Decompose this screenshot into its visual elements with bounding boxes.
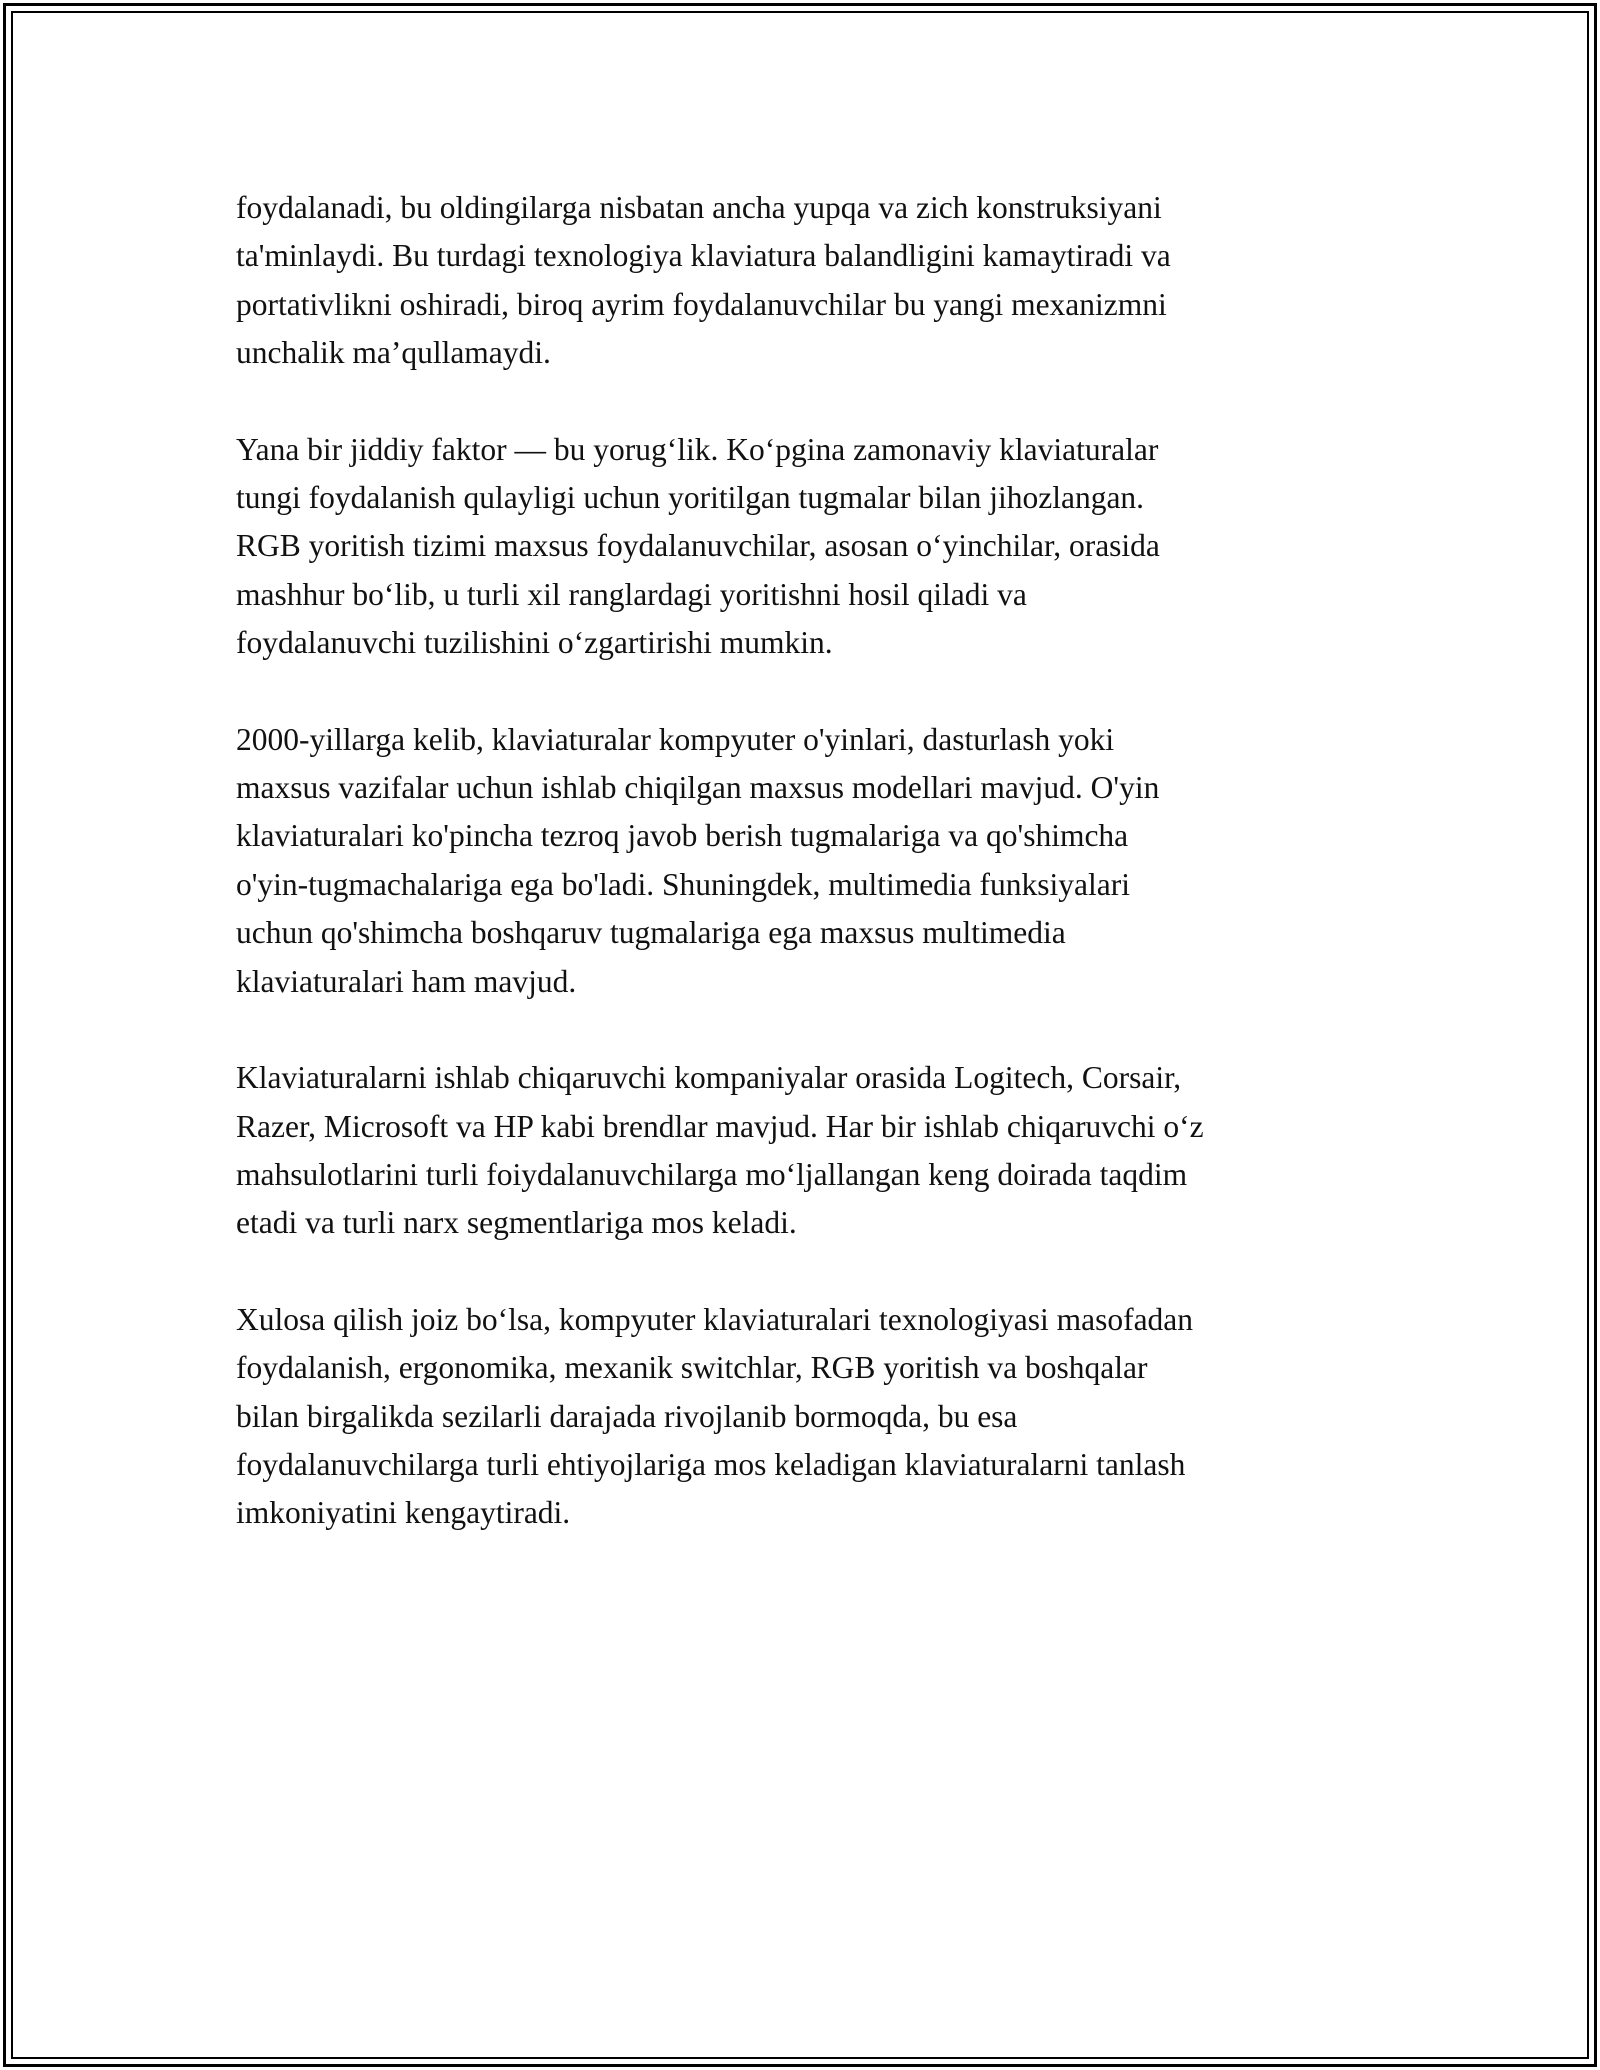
paragraph-specialized-keyboards xyxy=(236,716,1436,1006)
text-line: o'yin-tugmachalariga ega bo'ladi. Shuningdek, multimedia funksiyalari xyxy=(236,866,1130,902)
document-body xyxy=(236,184,1436,1586)
text-line: mahsulotlarini turli foiydalanuvchilarga mo‘ljallangan keng doirada taqdim xyxy=(236,1156,1188,1192)
text-line: Yana bir jiddiy faktor — bu yorug‘lik. Ko‘pgina zamonaviy klaviaturalar xyxy=(236,431,1159,467)
text-line: bilan birgalikda sezilarli darajada rivojlanib bormoqda, bu esa xyxy=(236,1398,1018,1434)
text-line: 2000-yillarga kelib, klaviaturalar kompyuter o'yinlari, dasturlash yoki xyxy=(236,721,1115,757)
text-line: mashhur bo‘lib, u turli xil ranglardagi yoritishni hosil qiladi va xyxy=(236,576,1027,612)
text-line: Razer, Microsoft va HP kabi brendlar mavjud. Har bir ishlab chiqaruvchi o‘z xyxy=(236,1108,1204,1144)
text-line: tungi foydalanish qulayligi uchun yoritilgan tugmalar bilan jihozlangan. xyxy=(236,480,1145,516)
text-line: foydalanadi, bu oldingilarga nisbatan ancha yupqa va zich konstruksiyani xyxy=(236,190,1162,225)
text-line: foydalanuvchi tuzilishini o‘zgartirishi mumkin. xyxy=(236,625,833,661)
text-line: RGB yoritish tizimi maxsus foydalanuvchilar, asosan o‘yinchilar, orasida xyxy=(236,528,1160,564)
paragraph-keyboard-design xyxy=(236,184,1436,378)
paragraph-backlighting xyxy=(236,426,1436,668)
paragraph-conclusion xyxy=(236,1296,1436,1538)
text-line: uchun qo'shimcha boshqaruv tugmalariga ega maxsus multimedia xyxy=(236,915,1066,951)
text-line: klaviaturalari ham mavjud. xyxy=(236,963,577,999)
text-line: ta'minlaydi. Bu turdagi texnologiya klaviatura balandligini kamaytiradi va xyxy=(236,238,1171,274)
text-line: portativlikni oshiradi, biroq ayrim foydalanuvchilar bu yangi mexanizmni xyxy=(236,286,1167,322)
text-line: foydalanish, ergonomika, mexanik switchlar, RGB yoritish va boshqalar xyxy=(236,1350,1148,1386)
text-line: unchalik ma’qullamaydi. xyxy=(236,335,551,371)
text-line: foydalanuvchilarga turli ehtiyojlariga mos keladigan klaviaturalarni tanlash xyxy=(236,1446,1186,1482)
paragraph-manufacturers xyxy=(236,1054,1436,1248)
text-line: klaviaturalari ko'pincha tezroq javob berish tugmalariga va qo'shimcha xyxy=(236,818,1129,854)
text-line: maxsus vazifalar uchun ishlab chiqilgan maxsus modellari mavjud. O'yin xyxy=(236,770,1160,806)
text-line: Xulosa qilish joiz bo‘lsa, kompyuter klaviaturalari texnologiyasi masofadan xyxy=(236,1301,1194,1337)
text-line: Klaviaturalarni ishlab chiqaruvchi kompaniyalar orasida Logitech, Corsair, xyxy=(236,1060,1182,1096)
text-line: imkoniyatini kengaytiradi. xyxy=(236,1495,571,1531)
text-line: etadi va turli narx segmentlariga mos keladi. xyxy=(236,1205,797,1241)
